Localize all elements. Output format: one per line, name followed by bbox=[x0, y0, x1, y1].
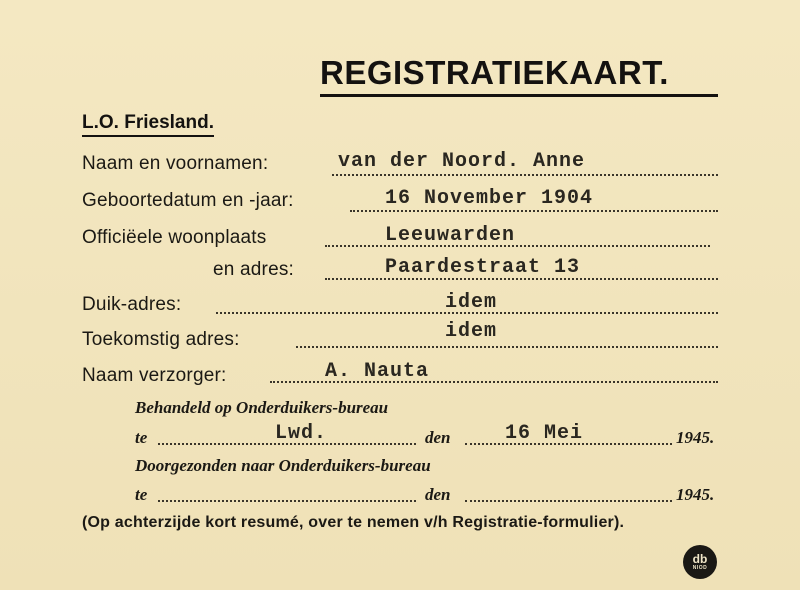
verzorger-value: A. Nauta bbox=[325, 360, 430, 383]
doorgezonden-den-label: den bbox=[425, 485, 451, 504]
woonplaats-value: Leeuwarden bbox=[385, 224, 516, 247]
geboorte-value: 16 November 1904 bbox=[385, 187, 594, 210]
organization-name: L.O. Friesland. bbox=[82, 112, 214, 137]
verzorger-label: Naam verzorger: bbox=[82, 365, 227, 386]
logo-subtext: NIOD bbox=[692, 565, 708, 571]
behandeld-den-value: 16 Mei bbox=[505, 422, 584, 445]
doorgezonden-te-label: te bbox=[135, 485, 148, 504]
geboorte-dotted-line bbox=[350, 210, 718, 212]
doorgezonden-den-dotted-line bbox=[465, 500, 672, 502]
card-title: REGISTRATIEKAART. bbox=[320, 54, 718, 97]
doorgezonden-te-dotted-line bbox=[158, 500, 416, 502]
geboorte-label: Geboortedatum en -jaar: bbox=[82, 190, 294, 211]
toekomst-value: idem bbox=[445, 320, 498, 343]
archive-logo-icon bbox=[683, 545, 717, 579]
woonplaats-label: Officiëele woonplaats bbox=[82, 227, 267, 248]
doorgezonden-year: 1945. bbox=[676, 485, 715, 504]
behandeld-den-label: den bbox=[425, 428, 451, 447]
logo-text: db bbox=[692, 552, 708, 566]
naam-label: Naam en voornamen: bbox=[82, 153, 269, 174]
duik-label: Duik-adres: bbox=[82, 294, 182, 315]
behandeld-year: 1945. bbox=[676, 428, 715, 447]
adres-value: Paardestraat 13 bbox=[385, 256, 581, 279]
behandeld-te-label: te bbox=[135, 428, 148, 447]
footnote: (Op achterzijde kort resumé, over te nemen v/h Registratie-formulier). bbox=[82, 514, 625, 531]
adres-label: en adres: bbox=[213, 259, 295, 280]
duik-value: idem bbox=[445, 291, 498, 314]
toekomst-label: Toekomstig adres: bbox=[82, 329, 240, 350]
toekomst-dotted-line bbox=[296, 346, 718, 348]
woonplaats-dotted-line bbox=[325, 245, 710, 247]
behandeld-te-value: Lwd. bbox=[275, 422, 328, 445]
behandeld-heading: Behandeld op Onderduikers-bureau bbox=[135, 398, 389, 417]
naam-dotted-line bbox=[332, 174, 718, 176]
naam-value: van der Noord. Anne bbox=[338, 150, 586, 173]
doorgezonden-heading: Doorgezonden naar Onderduikers-bureau bbox=[135, 456, 431, 475]
